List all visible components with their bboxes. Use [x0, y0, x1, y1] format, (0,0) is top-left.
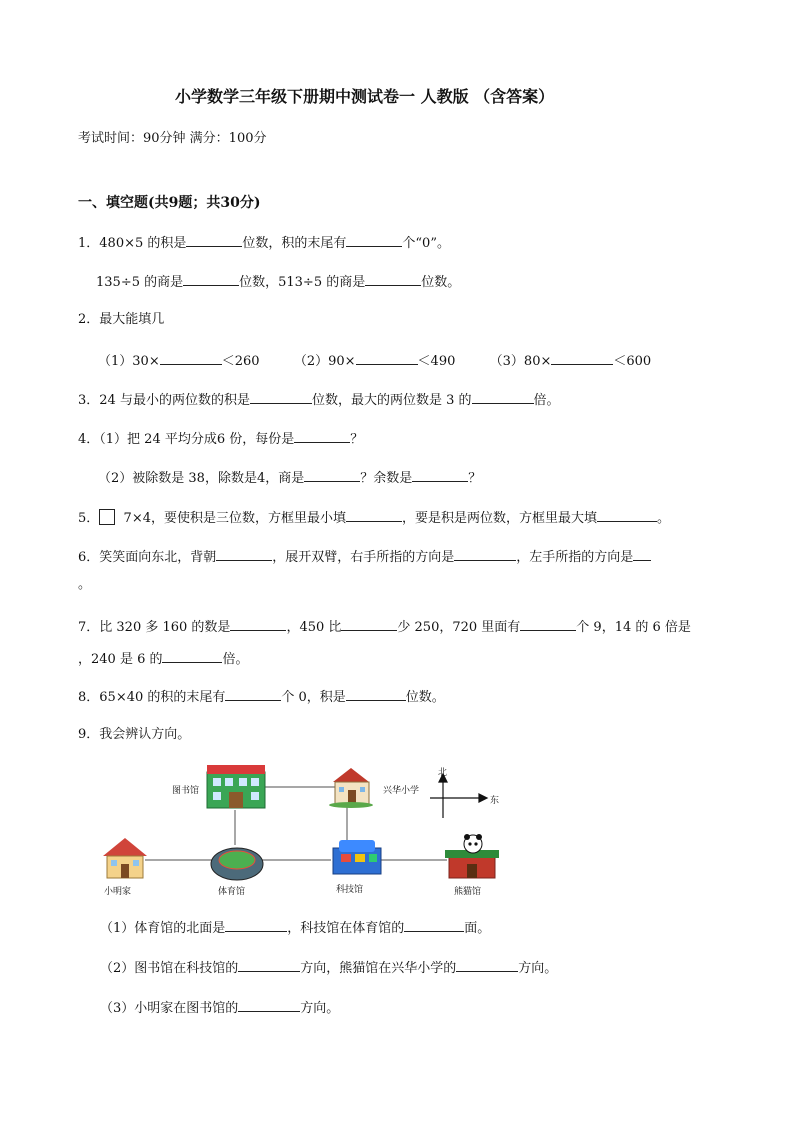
- gym-icon: [211, 848, 263, 880]
- question-9-title: 9．我会辨认方向。: [78, 727, 191, 742]
- answer-blank[interactable]: [412, 467, 468, 482]
- map-label-tech: 科技馆: [336, 885, 364, 895]
- question-6-line-2: 。: [78, 577, 92, 592]
- answer-blank[interactable]: [597, 507, 657, 522]
- answer-blank[interactable]: [186, 232, 242, 247]
- answer-blank[interactable]: [346, 686, 406, 701]
- answer-blank[interactable]: [183, 271, 239, 286]
- answer-blank[interactable]: [356, 350, 418, 365]
- answer-blank[interactable]: [472, 389, 534, 404]
- compass-east-label: 东: [490, 796, 500, 806]
- question-1-line-1: 1．480×5 的积是 位数，积的末尾有 个“0”。: [78, 232, 450, 253]
- answer-blank[interactable]: [216, 546, 272, 561]
- question-7-line-1: 7．比 320 多 160 的数是 ，450 比 少 250，720 里面有 个 9，14 的 6 倍是: [78, 616, 691, 637]
- library-icon: [207, 765, 265, 808]
- compass-north-label: 北: [438, 768, 448, 778]
- question-2-title: 2．最大能填几: [78, 312, 165, 327]
- panda-hall-icon: [445, 834, 499, 878]
- page-title: 小学数学三年级下册期中测试卷一 人教版 （含答案）: [175, 87, 555, 106]
- compass-icon: [430, 774, 487, 818]
- question-4-line-1: 4．（1）把 24 平均分成6 份，每份是 ？: [78, 428, 363, 449]
- question-6-line-1: 6．笑笑面向东北，背朝 ，展开双臂，右手所指的方向是 ，左手所指的方向是: [78, 546, 651, 567]
- section-heading: 一、填空题(共9题；共30分): [78, 195, 261, 211]
- answer-blank[interactable]: [404, 917, 464, 932]
- map-label-library: 图书馆: [172, 786, 200, 796]
- school-icon: [329, 768, 373, 808]
- tech-museum-icon: [333, 840, 381, 874]
- exam-info: 考试时间：90分钟 满分：100分: [78, 131, 267, 146]
- answer-blank[interactable]: [346, 232, 402, 247]
- map-label-school: 兴华小学: [383, 786, 420, 796]
- map-label-panda: 熊猫馆: [454, 887, 482, 897]
- answer-blank[interactable]: [520, 616, 576, 631]
- answer-blank[interactable]: [162, 648, 222, 663]
- question-9-sub-2: （2）图书馆在科技馆的 方向，熊猫馆在兴华小学的 方向。: [100, 957, 557, 978]
- answer-blank[interactable]: [633, 546, 651, 561]
- home-icon: [103, 838, 147, 878]
- question-5: 5． 7×4，要使积是三位数，方框里最小填 ，要是积是两位数，方框里最大填 。: [78, 507, 670, 528]
- answer-blank[interactable]: [365, 271, 421, 286]
- answer-blank[interactable]: [454, 546, 516, 561]
- answer-blank[interactable]: [160, 350, 222, 365]
- map-label-gym: 体育馆: [218, 887, 246, 897]
- answer-blank[interactable]: [304, 467, 360, 482]
- question-2-items: （1）30× ＜260 （2）90× ＜490 （3）80× ＜600: [98, 350, 651, 371]
- map-paths: [145, 787, 447, 860]
- map-label-home: 小明家: [104, 887, 132, 897]
- answer-blank[interactable]: [456, 957, 518, 972]
- answer-blank[interactable]: [225, 917, 287, 932]
- question-8: 8．65×40 的积的末尾有 个 0，积是 位数。: [78, 686, 445, 707]
- question-7-line-2: ，240 是 6 的 倍。: [78, 648, 249, 669]
- answer-blank[interactable]: [238, 997, 300, 1012]
- question-9-sub-1: （1）体育馆的北面是 ，科技馆在体育馆的 面。: [100, 917, 490, 938]
- answer-blank[interactable]: [341, 616, 397, 631]
- question-3: 3．24 与最小的两位数的积是 位数，最大的两位数是 3 的 倍。: [78, 389, 560, 410]
- answer-blank[interactable]: [346, 507, 402, 522]
- answer-blank[interactable]: [551, 350, 613, 365]
- question-4-line-2: （2）被除数是 38，除数是4，商是 ？余数是 ？: [98, 467, 481, 488]
- question-1-line-2: 135÷5 的商是 位数，513÷5 的商是 位数。: [96, 271, 460, 292]
- answer-blank[interactable]: [294, 428, 350, 443]
- question-9-sub-3: （3）小明家在图书馆的 方向。: [100, 997, 339, 1018]
- direction-map: [95, 760, 515, 902]
- square-box[interactable]: [99, 509, 115, 525]
- answer-blank[interactable]: [238, 957, 300, 972]
- answer-blank[interactable]: [250, 389, 312, 404]
- answer-blank[interactable]: [230, 616, 286, 631]
- answer-blank[interactable]: [225, 686, 281, 701]
